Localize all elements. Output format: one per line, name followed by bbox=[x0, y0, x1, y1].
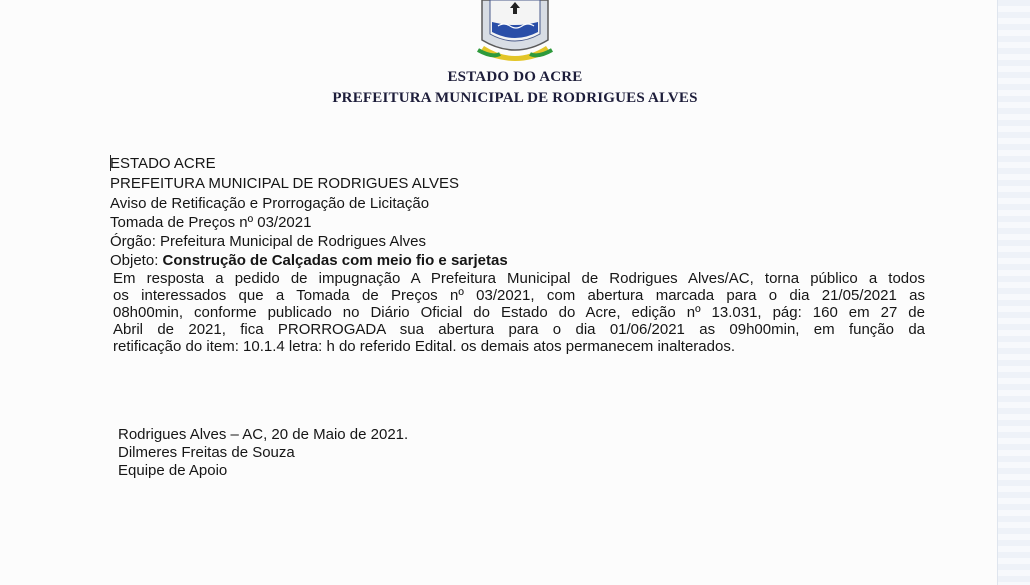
notice-type: Aviso de Retificação e Prorrogação de Licitação bbox=[110, 195, 430, 212]
body-line: Em resposta a pedido de impugnação A Prefeitura Municipal de Rodrigues Alves/AC, torna público a todos bbox=[113, 270, 925, 287]
signature-name: Dilmeres Freitas de Souza bbox=[118, 444, 295, 461]
notice-object bbox=[110, 252, 508, 270]
object-value: Construção de Calçadas com meio fio e sarjetas bbox=[162, 252, 508, 269]
signature-place-date: Rodrigues Alves – AC, 20 de Maio de 2021. bbox=[118, 426, 409, 443]
body-line: Abril de 2021, fica PRORROGADA sua abertura para o dia 01/06/2021 as 09h00min, em função da bbox=[113, 321, 925, 338]
object-label: Objeto: bbox=[110, 252, 163, 269]
signature-role: Equipe de Apoio bbox=[118, 462, 228, 479]
notice-prefecture: PREFEITURA MUNICIPAL DE RODRIGUES ALVES bbox=[110, 175, 459, 192]
header-state: ESTADO DO ACRE bbox=[447, 69, 583, 85]
body-line: retificação do item: 10.1.4 letra: h do referido Edital. os demais atos permanecem inalterados. bbox=[113, 338, 735, 355]
notice-state: ESTADO ACRE bbox=[110, 155, 216, 172]
coat-of-arms-emblem bbox=[470, 0, 560, 64]
header-prefecture: PREFEITURA MUNICIPAL DE RODRIGUES ALVES bbox=[332, 90, 698, 106]
notice-body bbox=[113, 270, 925, 355]
notice-agency: Órgão: Prefeitura Municipal de Rodrigues Alves bbox=[110, 233, 426, 250]
body-line: os interessados que a Tomada de Preços nº 03/2021, com abertura marcada para o dia 21/05/2021 as bbox=[113, 287, 925, 304]
notice-tender: Tomada de Preços nº 03/2021 bbox=[110, 214, 312, 231]
page-edge bbox=[997, 0, 1030, 585]
body-line: 08h00min, conforme publicado no Diário Oficial do Estado do Acre, edição nº 13.031, pág: 160 em 27 de bbox=[113, 304, 925, 321]
